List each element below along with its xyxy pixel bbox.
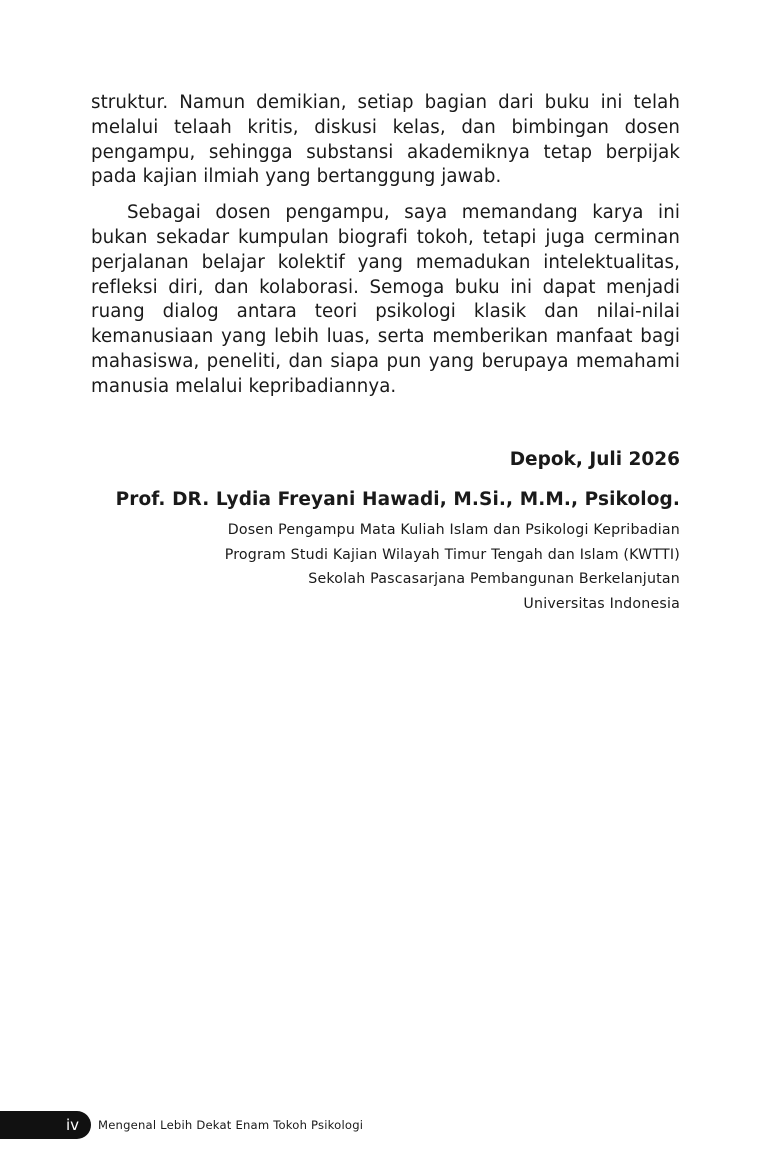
running-title: Mengenal Lebih Dekat Enam Tokoh Psikologi: [98, 1118, 364, 1132]
page-number: iv: [65, 1116, 79, 1134]
body-text: [91, 91, 680, 400]
place-date: Depok, Juli 2026: [509, 449, 680, 470]
paragraph-2: Sebagai dosen pengampu, saya memandang karya ini bukan sekadar kumpulan biografi tokoh, tetapi juga cerminan perjalanan belajar kolektif yang memadukan intelektualitas, refleksi diri, dan kolaborasi. Semoga buku ini dapat menjadi ruang dialog antara teori psikologi klasik dan nilai-nilai kemanusiaan yang lebih luas, serta memberikan manfaat bagi mahasiswa, peneliti, dan siapa pun yang berupaya memahami manusia melalui kepribadiannya.: [91, 202, 680, 397]
affiliation-line: Universitas Indonesia: [523, 595, 680, 612]
signatory-affiliation: [80, 518, 680, 616]
page-footer: [0, 1111, 363, 1139]
paragraph-1: struktur. Namun demikian, setiap bagian dari buku ini telah melalui telaah kritis, diskusi kelas, dan bimbingan dosen pengampu, sehingga substansi akademiknya tetap berpijak pada kajian ilmiah yang bertanggung jawab.: [91, 92, 680, 188]
affiliation-line: Program Studi Kajian Wilayah Timur Tengah dan Islam (KWTTI): [224, 546, 680, 563]
affiliation-line: Dosen Pengampu Mata Kuliah Islam dan Psikologi Kepribadian: [227, 522, 680, 538]
signatory-name: Prof. DR. Lydia Freyani Hawadi, M.Si., M.M., Psikolog.: [115, 489, 680, 510]
signature-block: [80, 448, 680, 616]
page-number-tab: [0, 1111, 91, 1139]
affiliation-line: Sekolah Pascasarjana Pembangunan Berkelanjutan: [308, 571, 680, 587]
